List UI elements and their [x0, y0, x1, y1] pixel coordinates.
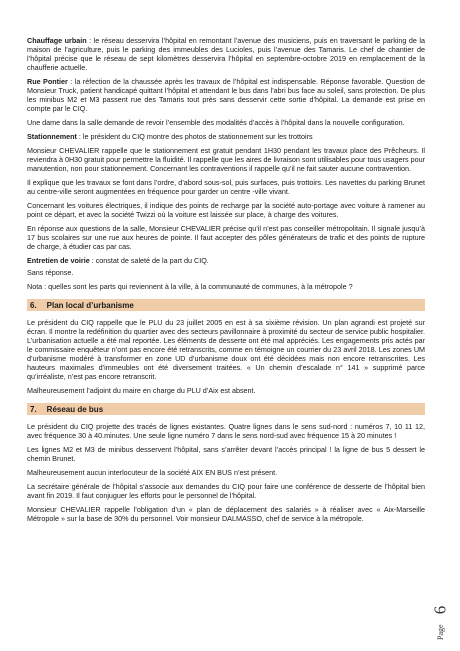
section-number: 7. [30, 404, 37, 414]
paragraph-bus-minibus: Les lignes M2 et M3 de minibus desservent l’hôpital, sans s’arrêter devant l’accès principal ! la ligne de bus 5 dessert le chemin Brunet. [27, 445, 425, 463]
paragraph-rue-pontier: Rue Pontier : la réfection de la chaussée après les travaux de l’hôpital est indispensable. Réponse favorable. Question de Monsieur Truck, patient handicapé quittant l’hôpital et attendant le bus dans l’abri bus face au soleil, sans protection. De plus les minibus M2 et M3 passent rue des Tamaris tout près sans desservir cette sortie d’hôpital. La demande est prise en compte par le CIQ. [27, 77, 425, 113]
section-heading-reseau-de-bus [27, 403, 425, 415]
meeting-notes-top [27, 36, 425, 291]
paragraph-label: Stationnement [27, 132, 77, 141]
paragraph-plu-revision: Le président du CIQ rappelle que le PLU du 23 juillet 2005 en est à sa sixième révision. Un plan agrandi est projeté sur écran. Il montre la redéfinition du quartier avec des secteurs pavillonnaire à proximité du secteur de service public hospitalier. L’urbanisation actuelle a été mal reportée. Les éléments de desserte ont été mal appréciés. Les engagements pris actés par le commissaire enquêteur n’ont pas encore été retranscrits, comme en témoigne un courrier du 23 avril 2018. Les zones UM d’urbanisme modéré à transformer en zone UD d’urbanisme doux ont été décidées mais non encore retranscrites. Les hauteurs maximales d’immeubles ont été diversement traitées. « Un chemin d’escalade n° 141 » supprimé parce qu’irréaliste, n’est pas encore retranscrit. [27, 318, 425, 381]
paragraph-label: Rue Pontier [27, 77, 68, 86]
paragraph-bus-plan-deplacement: Monsieur CHEVALIER rappelle l’obligation d’un « plan de déplacement des salariés » à réaliser avec « Aix-Marseille Métropole » sur la base de 30% du personnel. Voir monsieur DALMASSO, chef de service à la métropole. [27, 505, 425, 523]
page-number-word: Page [436, 624, 445, 640]
paragraph-label: Chauffage urbain [27, 36, 87, 45]
paragraph-chauffage-urbain: Chauffage urbain : le réseau desservira l’hôpital en remontant l’avenue des musiciens, puis en traversant le parking de la maison de l’agriculture, puis le parking des immeubles des Lucioles, puis l’avenue des Tamaris. Le chef de chantier de l’hôpital précise que le réseau de sept kilomètres desservira l’hôpital en septembre-octobre 2019 en remplacement de la chaufferie actuelle. [27, 36, 425, 72]
section-title: Plan local d’urbanisme [46, 300, 134, 310]
paragraph-reponse-salle: En réponse aux questions de la salle, Monsieur CHEVALIER précise qu’il n’est pas conseiller métropolitain. Il signale jusqu’à 17 bus scolaires sur une rue aux heures de pointe. Il faut accepter des pôles générateurs de trafic et des points de rupture de charge, à étudier cas par cas. [27, 224, 425, 251]
paragraph-sans-reponse: Sans réponse. [27, 268, 74, 277]
paragraph-dame-salle: Une dame dans la salle demande de revoir l’ensemble des modalités d’accès à l’hôpital dans la nouvelle configuration. [27, 118, 405, 127]
paragraph-chevalier-stationnement: Monsieur CHEVALIER rappelle que le stationnement est gratuit pendant 1H30 pendant les travaux place des Prêcheurs. Il reviendra à 0H30 gratuit pour permettre la fluidité. Il rappelle que les aires de livraison sont utilisables pour tous usagers pour manutention, non pour stationnement. Concernant les contraventions il rappelle qu’il ne fait sauter aucune contravention. [27, 146, 425, 173]
paragraph-voitures-electriques: Concernant les voitures électriques, il indique des points de recharge par la société auto-portage avec voiture à ramener au point ce départ, et avec la société Twizzi où la voiture est laissée sur place, à charge des voitures. [27, 201, 425, 219]
paragraph-bus-absent: Malheureusement aucun interlocuteur de la société AIX EN BUS n’est présent. [27, 468, 278, 477]
page-number-digit: 6 [430, 605, 450, 615]
paragraph-plu-adjoint-absent: Malheureusement l’adjoint du maire en charge du PLU d’Aix est absent. [27, 386, 256, 395]
paragraph-bus-lignes: Le président du CIQ projette des tracés de lignes existantes. Quatre lignes dans le sens sud-nord : numéros 7, 10 11 12, avec fréquence 30 à 40.minutes. Une seule ligne numéro 7 dans le sens nord-sud avec fréquence 15 à 20 minutes ! [27, 422, 425, 440]
paragraph-travaux: Il explique que les travaux se font dans l’ordre, d’abord sous-sol, puis surfaces, puis trottoirs. Les navettes du parking Brunet au centre-ville seront augmentées en fréquence pour garder un centre -ville vivant. [27, 178, 425, 196]
paragraph-bus-secretaire: La secrétaire générale de l’hôpital s’associe aux demandes du CIQ pour faire une conférence de desserte de l’hôpital bien avant fin 2019. Il faut conjuguer les efforts pour le personnel de l’hôpital. [27, 482, 425, 500]
section-title: Réseau de bus [46, 404, 104, 414]
section-number: 6. [30, 300, 37, 310]
document-page [27, 36, 425, 528]
section-heading-plan-local-urbanisme [27, 299, 425, 311]
paragraph-nota: Nota : quelles sont les parts qui reviennent à la ville, à la communauté de communes, à la métropole ? [27, 282, 353, 291]
paragraph-label: Entretien de voirie [27, 256, 90, 265]
paragraph-entretien-voirie: Entretien de voirie : constat de saleté de la part du CIQ. [27, 256, 209, 265]
paragraph-stationnement: Stationnement : le président du CIQ montre des photos de stationnement sur les trottoirs [27, 132, 313, 141]
